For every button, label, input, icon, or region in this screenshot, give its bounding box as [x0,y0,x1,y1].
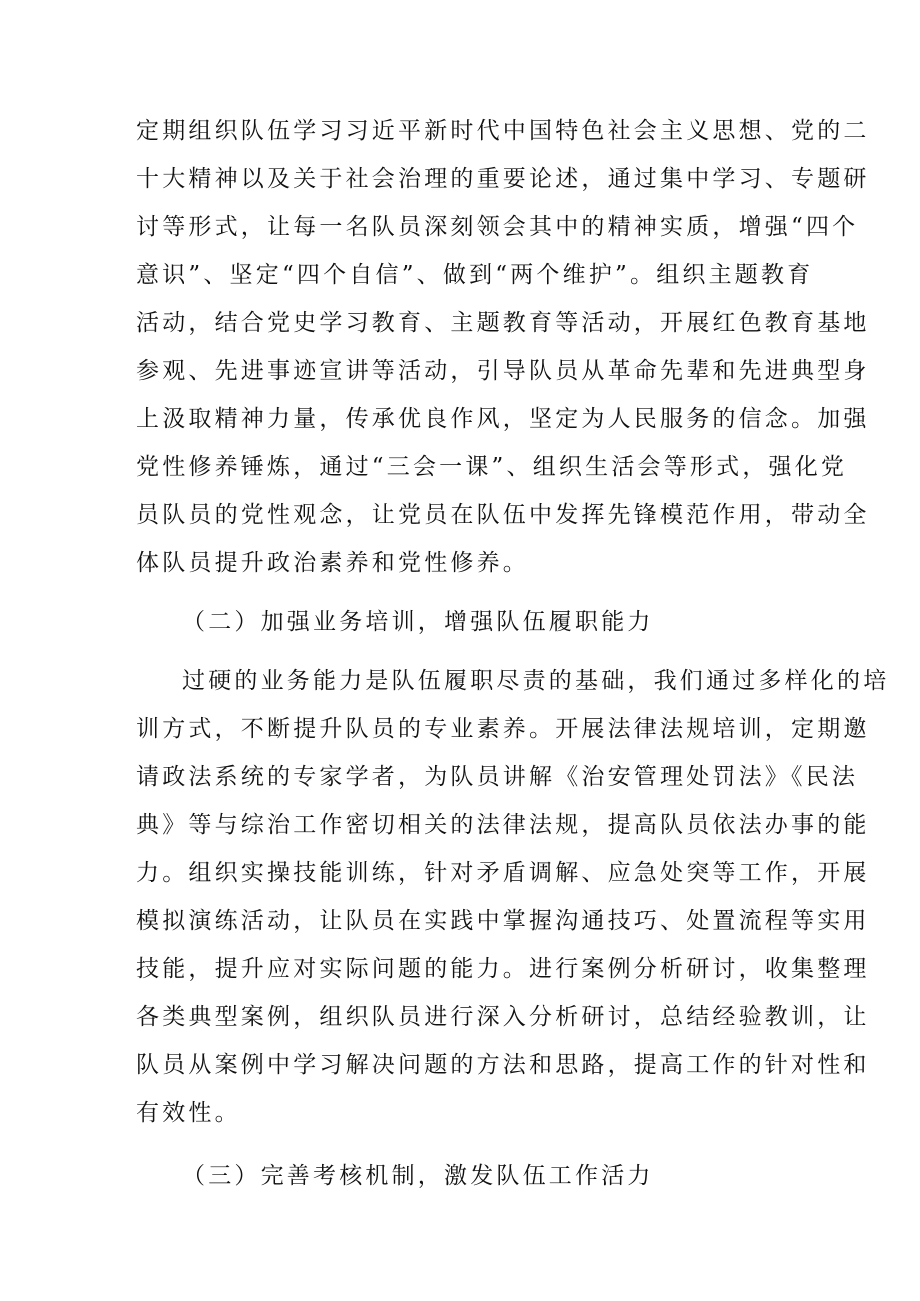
section-heading-3: （三）完善考核机制，激发队伍工作活力 [182,1163,654,1189]
paragraph-2-line-1: 过硬的业务能力是队伍履职尽责的基础，我们通过多样化的培 [182,668,890,694]
paragraph-2-line-5: 力。组织实操技能训练，针对矛盾调解、应急处突等工作，开展 [136,860,870,886]
paragraph-1-line-4: 意识”、坚定“四个自信”、做到“两个维护”。组织主题教育 [136,262,814,288]
paragraph-2-line-8: 各类典型案例，组织队员进行深入分析研讨，总结经验教训，让 [136,1004,870,1030]
paragraph-1-line-9: 员队员的党性观念，让党员在队伍中发挥先锋模范作用，带动全 [136,502,870,528]
paragraph-2-line-7: 技能，提升应对实际问题的能力。进行案例分析研讨，收集整理 [136,956,870,982]
paragraph-2-line-9: 队员从案例中学习解决问题的方法和思路，提高工作的针对性和 [136,1052,870,1078]
paragraph-1-line-3: 讨等形式，让每一名队员深刻领会其中的精神实质，增强“四个 [136,214,859,240]
paragraph-2-line-4: 典》等与综治工作密切相关的法律法规，提高队员依法办事的能 [136,812,870,838]
paragraph-2-line-3: 请政法系统的专家学者，为队员讲解《治安管理处罚法》《民法 [136,764,859,790]
section-heading-2: （二）加强业务培训，增强队伍履职能力 [182,609,654,635]
paragraph-1-line-10: 体队员提升政治素养和党性修养。 [136,550,529,576]
paragraph-1-line-8: 党性修养锤炼，通过“三会一课”、组织生活会等形式，强化党 [136,454,848,480]
paragraph-2-line-2: 训方式，不断提升队员的专业素养。开展法律法规培训，定期邀 [136,716,870,742]
paragraph-2-line-10: 有效性。 [136,1100,241,1126]
paragraph-1-line-6: 参观、先进事迹宣讲等活动，引导队员从革命先辈和先进典型身 [136,358,870,384]
paragraph-1-line-2: 十大精神以及关于社会治理的重要论述，通过集中学习、专题研 [136,166,870,192]
paragraph-1-line-7: 上汲取精神力量，传承优良作风，坚定为人民服务的信念。加强 [136,406,870,432]
paragraph-1-line-5: 活动，结合党史学习教育、主题教育等活动，开展红色教育基地 [136,310,870,336]
paragraph-2-line-6: 模拟演练活动，让队员在实践中掌握沟通技巧、处置流程等实用 [136,908,870,934]
paragraph-1-line-1: 定期组织队伍学习习近平新时代中国特色社会主义思想、党的二 [136,118,870,144]
